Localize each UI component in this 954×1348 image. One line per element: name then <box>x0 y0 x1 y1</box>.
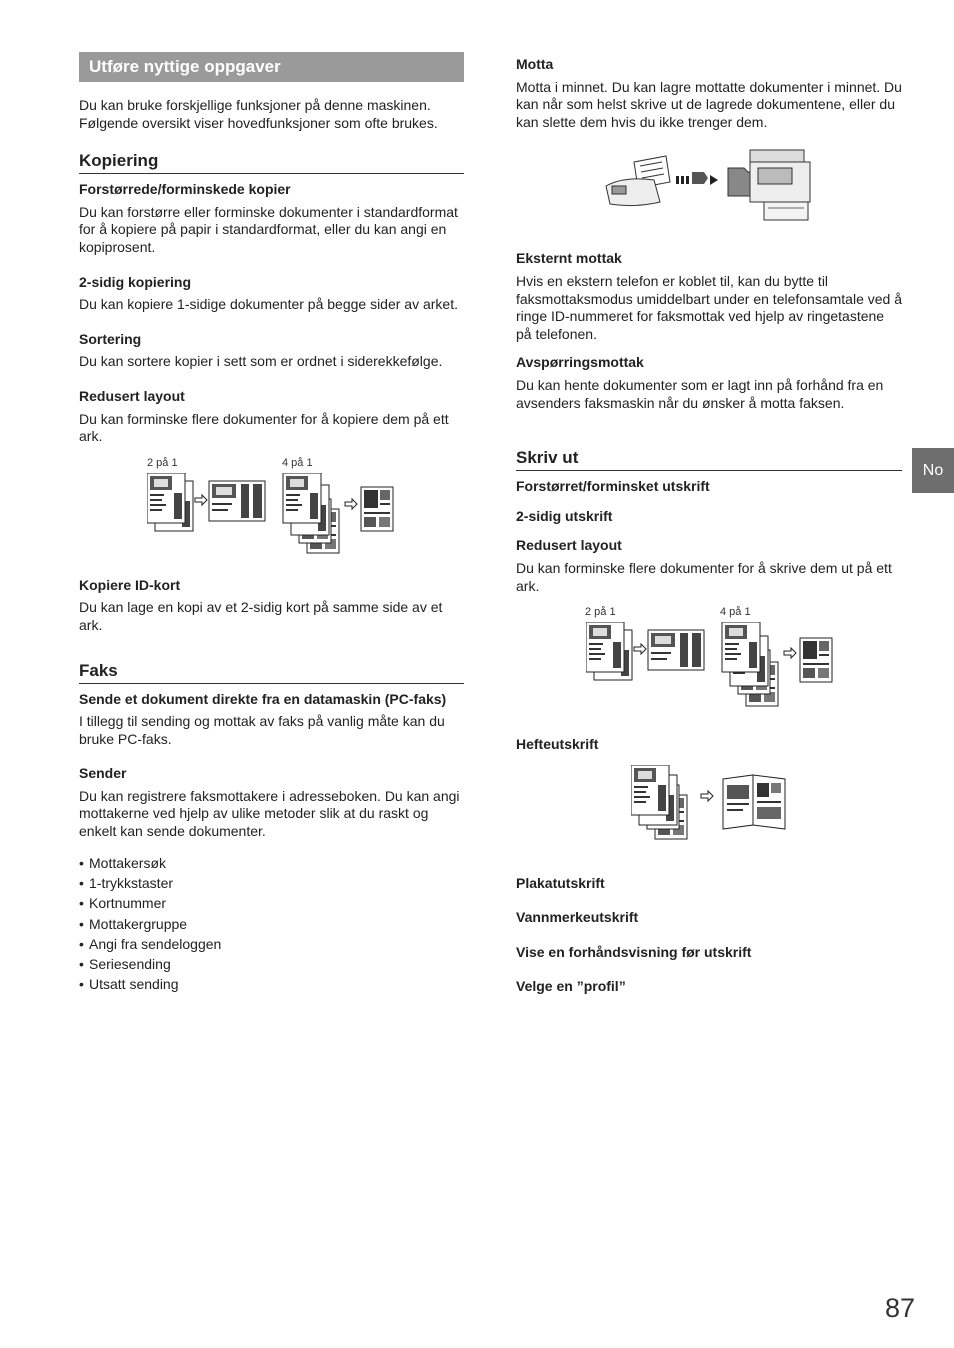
reduced-layout-print-illustration <box>516 606 902 736</box>
item-title: Hefteutskrift <box>516 736 599 753</box>
item-title: Vannmerkeutskrift <box>516 909 639 926</box>
reduced-layout-copy-illustration <box>79 457 464 577</box>
list-item: • Angi fra sendeloggen <box>79 934 464 954</box>
item-title: Vise en forhåndsvisning før utskrift <box>516 943 752 960</box>
item-title: 2-sidig utskrift <box>516 507 613 524</box>
item-forstorrede-kopier <box>79 181 464 256</box>
item-title: Forstørret/forminsket utskrift <box>516 478 710 495</box>
item-hefteutskrift <box>516 736 902 754</box>
fax-machine-memory-icon <box>604 142 824 242</box>
item-kopiere-id-kort <box>79 577 464 635</box>
item-text: Du kan hente dokumenter som er lagt inn på forhånd fra en avsenders faksmaskin når du ønsker å motta faksen. <box>516 376 884 411</box>
item-text: Du kan forstørre eller forminske dokumenter i standardformat for å kopiere på papir i standardformat, eller du kan angi en kopiprosent. <box>79 203 458 255</box>
item-text: Du kan forminske flere dokumenter for å kopiere dem på ett ark. <box>79 410 449 445</box>
section-banner: Utføre nyttige oppgaver <box>79 52 464 82</box>
item-vannmerkeutskrift <box>516 909 902 927</box>
item-eksternt-mottak <box>516 250 902 343</box>
item-text: Hvis en ekstern telefon er koblet til, kan du bytte til faksmottaksmodus umiddelbart under en telefonsamtale ved å ringe ID-nummeret for faksmottak ved hjelp av ringetastene på telefonen. <box>516 272 902 342</box>
item-title: Sortering <box>79 330 142 347</box>
page-number: 87 <box>885 1293 916 1323</box>
item-redusert-layout <box>79 388 464 446</box>
item-title: Forstørrede/forminskede kopier <box>79 181 291 198</box>
item-plakatutskrift <box>516 875 902 893</box>
item-sender <box>79 765 464 994</box>
left-column <box>79 52 464 1012</box>
list-item: • Kortnummer <box>79 893 464 913</box>
item-forhandsvisning <box>516 944 902 962</box>
item-text: Du kan kopiere 1-sidige dokumenter på begge sider av arket. <box>79 296 458 313</box>
item-2-sidig-utskrift <box>516 508 902 526</box>
item-title: Kopiere ID-kort <box>79 576 181 593</box>
item-title: Redusert layout <box>79 387 185 404</box>
item-redusert-layout-utskrift <box>516 537 902 595</box>
list-item: • Mottakergruppe <box>79 914 464 934</box>
item-title: 2-sidig kopiering <box>79 273 192 290</box>
reduced-layout-pages-icon <box>147 473 407 569</box>
sender-bullet-list <box>79 853 464 995</box>
item-title: Eksternt mottak <box>516 250 622 267</box>
item-title: Avspørringsmottak <box>516 354 644 371</box>
item-pc-faks <box>79 691 464 749</box>
label-4-pa-1: 4 på 1 <box>720 606 751 619</box>
list-item: • Seriesending <box>79 954 464 974</box>
label-2-pa-1: 2 på 1 <box>585 606 616 619</box>
item-text: Du kan registrere faksmottakere i adresseboken. Du kan angi mottakerne ved hjelp av ulike metoder slik at du raskt og enkelt kan sende dokumenter. <box>79 787 460 840</box>
item-text: Du kan sortere kopier i sett som er ordnet i siderekkefølge. <box>79 353 443 370</box>
label-2-pa-1: 2 på 1 <box>147 456 178 469</box>
booklet-print-illustration <box>516 765 902 875</box>
item-forstorret-utskrift <box>516 478 902 496</box>
item-text: Du kan forminske flere dokumenter for å skrive dem ut på ett ark. <box>516 559 892 594</box>
right-column <box>516 56 902 1013</box>
reduced-layout-print-pages-icon <box>586 622 846 722</box>
label-4-pa-1: 4 på 1 <box>282 456 313 469</box>
heading-kopiering: Kopiering <box>79 151 464 174</box>
item-motta <box>516 56 902 131</box>
list-item: • Utsatt sending <box>79 974 464 994</box>
item-text: Motta i minnet. Du kan lagre mottatte dokumenter i minnet. Du kan når som helst skrive ut de lagrede dokumentene, eller du kan slette dem hvis du ikke trenger dem. <box>516 78 902 130</box>
intro-text: Du kan bruke forskjellige funksjoner på denne maskinen. Følgende oversikt viser hovedfunksjoner som ofte brukes. <box>79 97 438 131</box>
item-title: Sender <box>79 765 127 782</box>
item-2-sidig-kopiering <box>79 274 464 314</box>
item-text: I tillegg til sending og mottak av faks på vanlig måte kan du bruke PC-faks. <box>79 713 445 747</box>
list-item: • 1-trykkstaster <box>79 873 464 893</box>
fax-to-memory-illustration <box>516 142 902 250</box>
item-title: Plakatutskrift <box>516 874 605 891</box>
heading-skriv-ut: Skriv ut <box>516 448 902 471</box>
item-sortering <box>79 331 464 371</box>
item-avsporringsmottak <box>516 354 902 412</box>
language-tab: No <box>912 448 954 493</box>
heading-faks: Faks <box>79 661 464 684</box>
item-velge-profil <box>516 978 902 996</box>
item-title: Redusert layout <box>516 537 622 554</box>
item-title: Velge en ”profil” <box>516 978 626 995</box>
booklet-pages-icon <box>631 765 791 855</box>
item-text: Du kan lage en kopi av et 2-sidig kort på samme side av et ark. <box>79 599 443 633</box>
item-title: Motta <box>516 56 554 72</box>
list-item: • Mottakersøk <box>79 853 464 873</box>
item-title: Sende et dokument direkte fra en datamaskin (PC-faks) <box>79 690 447 707</box>
